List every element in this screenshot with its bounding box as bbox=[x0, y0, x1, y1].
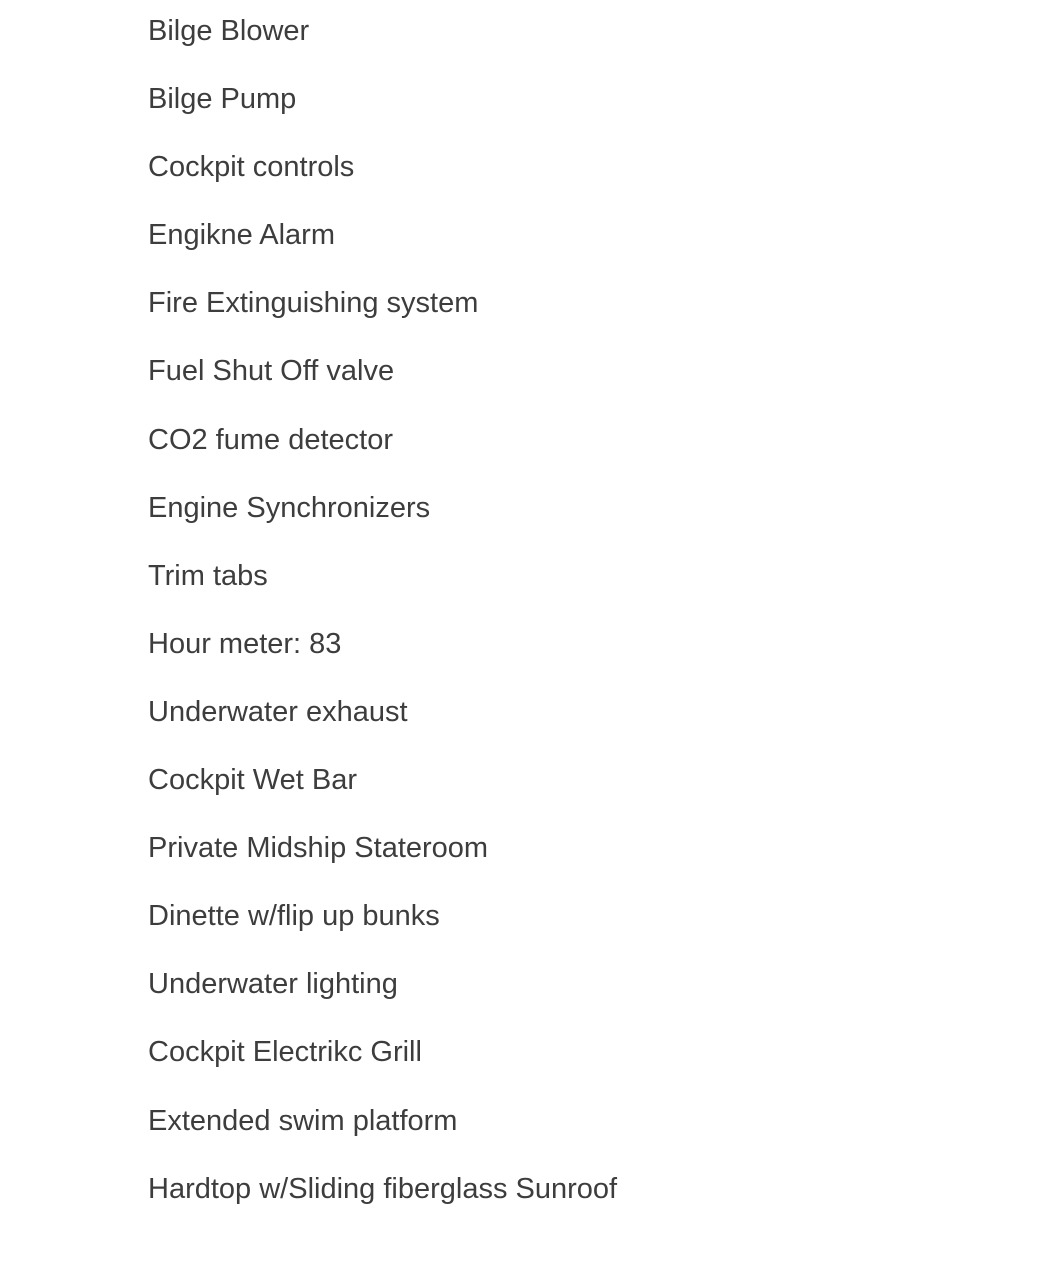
list-item: Bilge Pump bbox=[148, 83, 297, 116]
features-list bbox=[148, 13, 617, 1239]
list-item: Fire Extinguishing system bbox=[148, 287, 479, 320]
list-item: Cockpit controls bbox=[148, 151, 355, 184]
list-item: Hardtop w/Sliding fiberglass Sunroof bbox=[148, 1172, 618, 1205]
list-item: Engine Synchronizers bbox=[148, 491, 431, 524]
list-item: Engikne Alarm bbox=[148, 219, 335, 252]
list-item: Underwater lighting bbox=[148, 968, 398, 1001]
list-item: CO2 fume detector bbox=[148, 423, 393, 456]
list-item: Fuel Shut Off valve bbox=[148, 355, 395, 388]
list-item: Hour meter: 83 bbox=[148, 627, 342, 660]
list-item: Private Midship Stateroom bbox=[148, 832, 489, 865]
list-item: Underwater exhaust bbox=[148, 695, 408, 728]
list-item: Cockpit Electrikc Grill bbox=[148, 1036, 422, 1069]
list-item: Extended swim platform bbox=[148, 1104, 458, 1137]
list-item: Bilge Blower bbox=[148, 15, 310, 47]
list-item: Dinette w/flip up bunks bbox=[148, 900, 440, 933]
list-item: Trim tabs bbox=[148, 559, 268, 592]
list-item: Cockpit Wet Bar bbox=[148, 764, 357, 797]
